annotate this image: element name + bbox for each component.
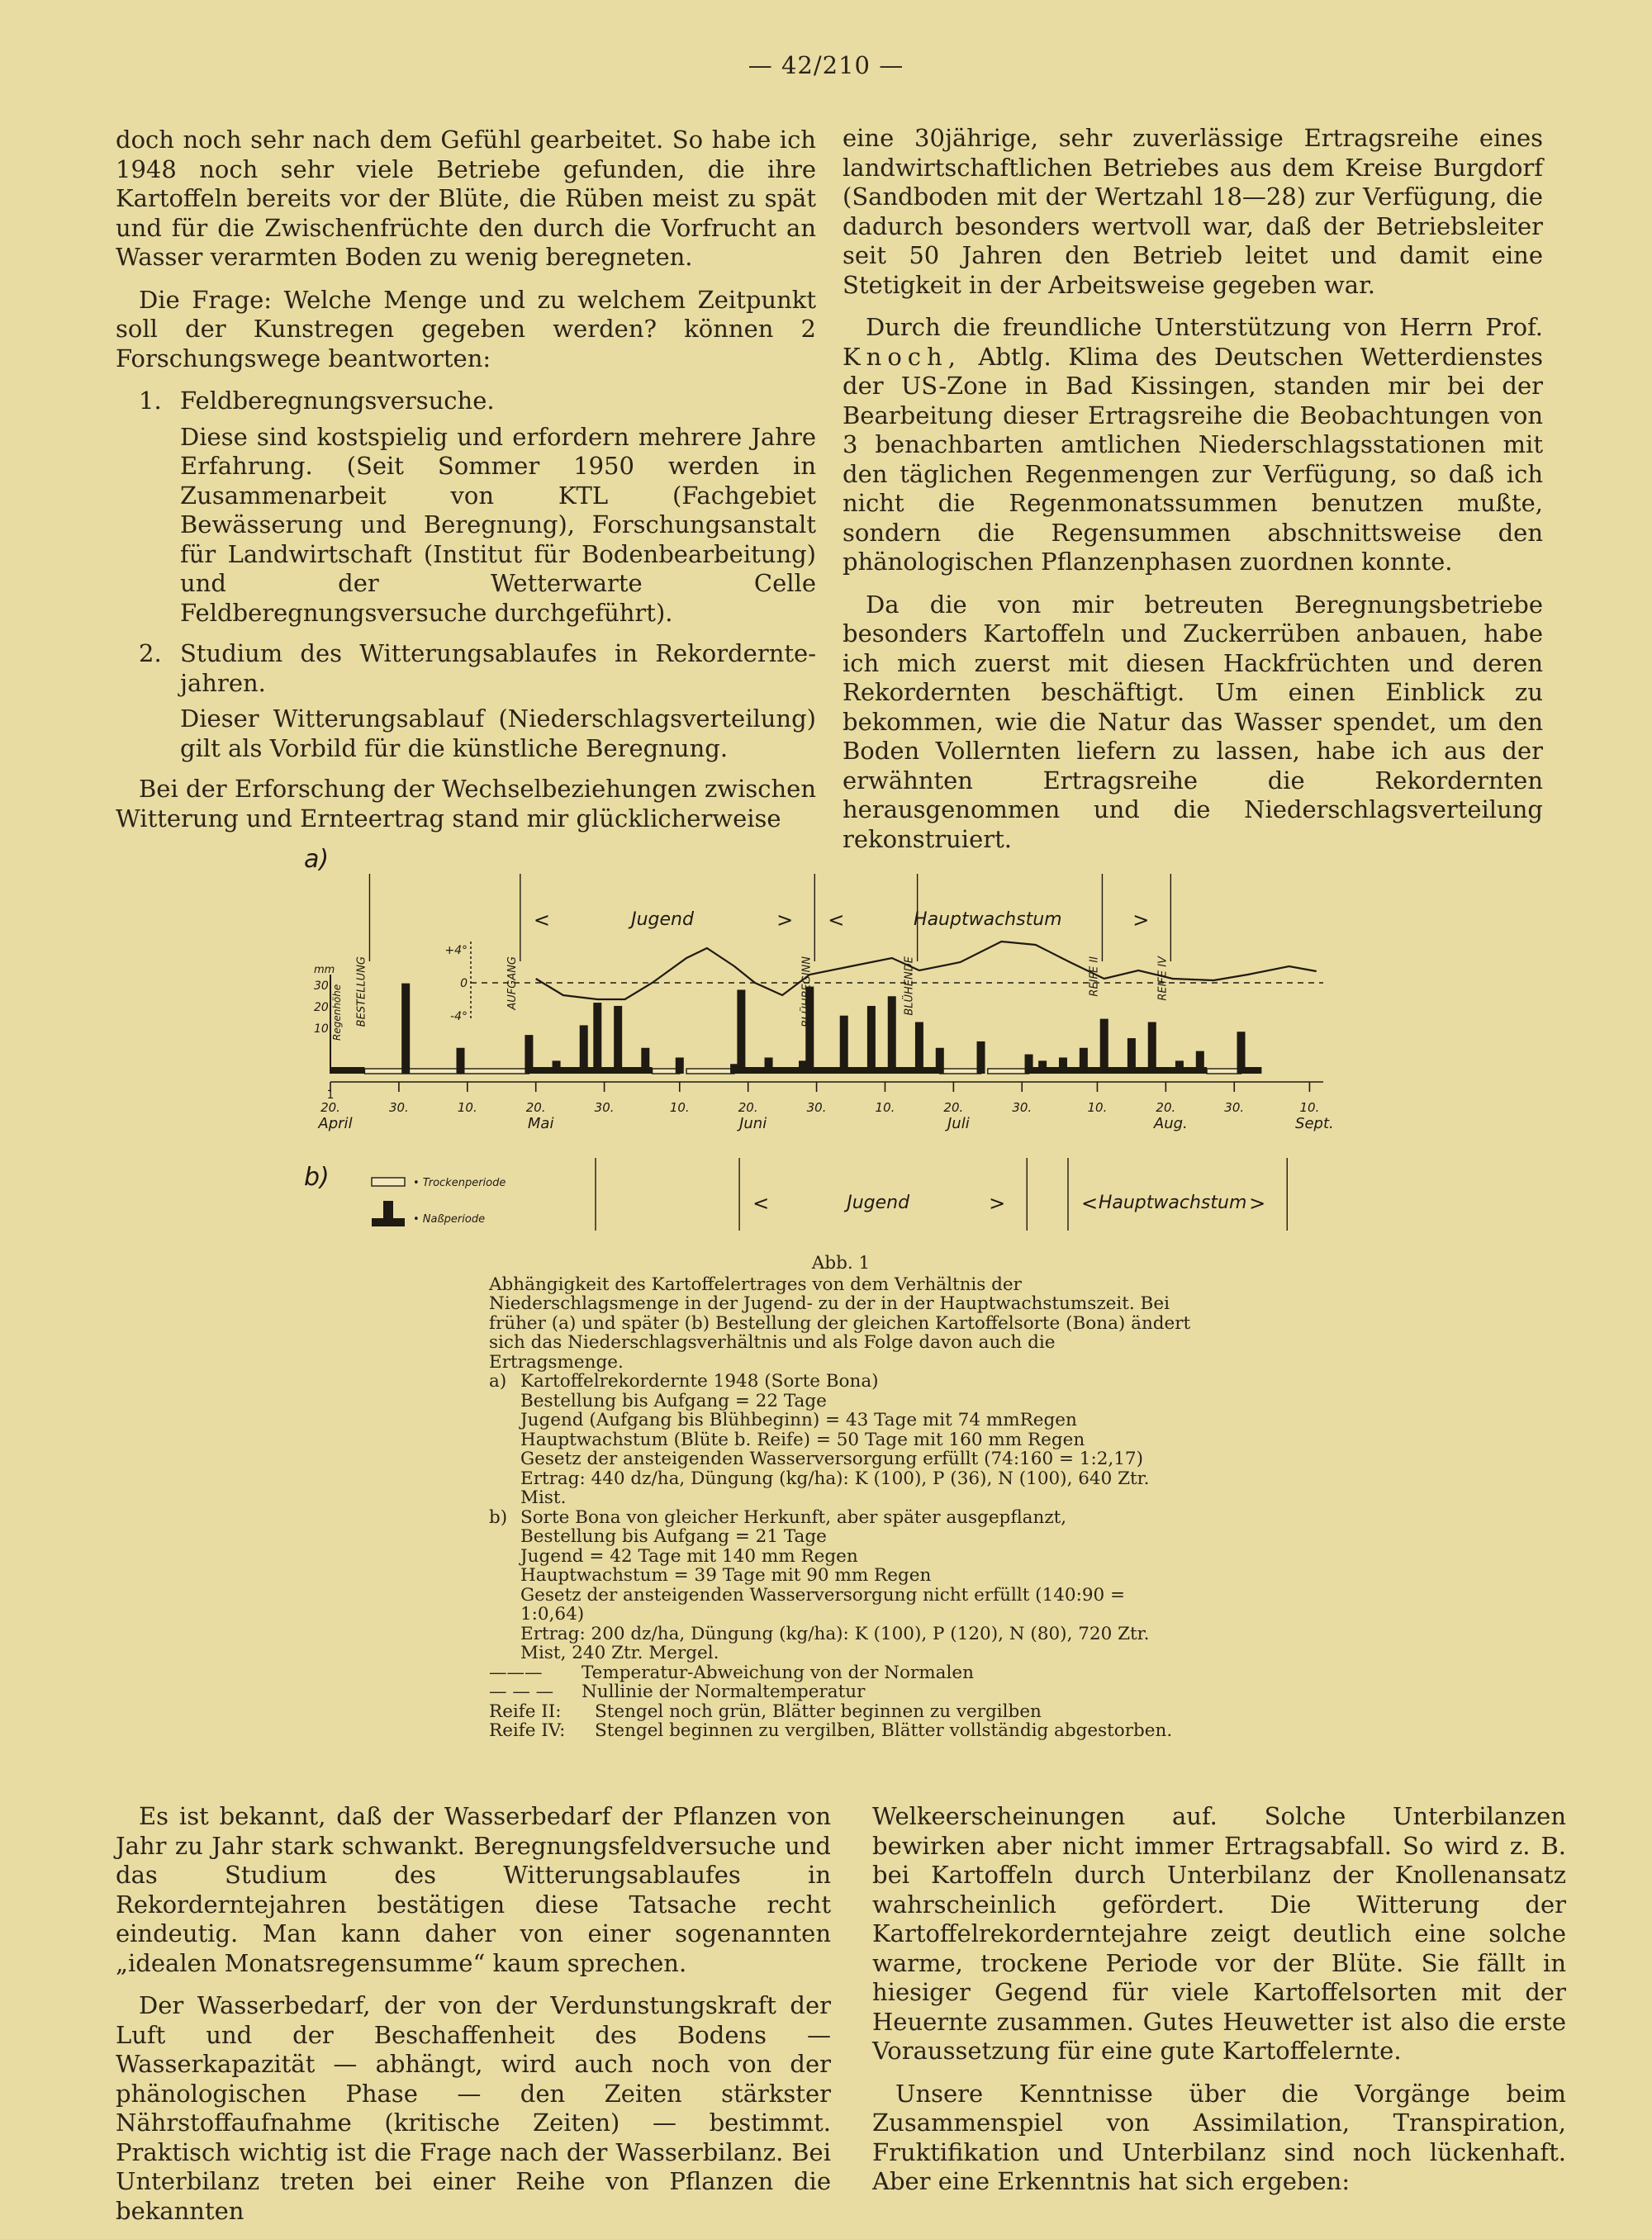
caption-case-b — [489, 1508, 1193, 1528]
rain-bar — [593, 1003, 601, 1074]
dry-period-bar — [940, 1069, 981, 1074]
x-tick-index: 1 — [326, 1089, 335, 1102]
panel-b-label: b) — [304, 1163, 330, 1192]
caption-title: Abb. 1 — [811, 1253, 871, 1274]
rain-bar — [765, 1057, 773, 1074]
reife-text: Stengel beginnen zu vergilben, Blätter vollständig abgestorben. — [595, 1720, 1173, 1741]
dry-period-bar — [686, 1069, 734, 1074]
paragraph: Bei der Erforschung der Wechselbeziehungen zwischen Witterung und Ernteertrag stand mir glücklicherweise — [116, 775, 816, 833]
caption-line: Hauptwachstum = 39 Tage mit 90 mm Regen — [520, 1565, 932, 1586]
period-close-bracket: > — [1132, 908, 1150, 932]
legend-symbol: ——— — [489, 1662, 543, 1683]
rain-bar — [1127, 1038, 1136, 1074]
rain-bar — [867, 1006, 876, 1074]
rain-bar — [614, 1006, 622, 1074]
list-item — [116, 387, 816, 628]
y-unit: mm — [314, 964, 335, 976]
caption-line: Jugend (Aufgang bis Blühbeginn) = 43 Tage mit 74 mmRegen — [520, 1410, 1077, 1430]
phase-label: BESTELLUNG — [355, 956, 368, 1027]
list-number: 2. — [139, 639, 162, 667]
paragraph: Unsere Kenntnisse über die Vorgänge beim Zusammenspiel von Assimilation, Transpiration, Fruktifikation und Unterbilanz sind noch lückenhaft. Aber eine Erkenntnis hat sich ergeben: — [872, 2079, 1566, 2195]
temp-axis-label: -4° — [450, 1010, 468, 1023]
legend-wet-label: • Naßperiode — [413, 1213, 486, 1226]
x-month-label: Juli — [947, 1115, 970, 1132]
figure-chart — [297, 834, 1355, 1231]
dry-period-bar — [364, 1069, 406, 1074]
right-column — [843, 124, 1543, 867]
rain-bar — [888, 996, 896, 1074]
dry-period-bar — [406, 1069, 460, 1074]
period-label: Jugend — [631, 909, 694, 930]
paragraph: eine 30jährige, sehr zuverlässige Ertragsreihe eines landwirtschaftlichen Betriebes aus dem Kreise Burgdorf (Sandboden mit der Wertzahl 18—28) zur Verfügung, die dadurch besonders wertvoll war, daß der Betriebsleiter seit 50 Jahren den Betrieb leitet und damit eine Stetigkeit in der Arbeitsweise gegeben war. — [843, 124, 1543, 299]
paragraph: Der Wasserbedarf, der von der Verdunstungskraft der Luft und der Beschaffenheit des Bodens — Wasserkapazität — abhängt, wird auch noch von der phänologischen Phase — den Zeiten stärkster Nährstoffaufnahme (kritische Zeiten) — bestimmt. Praktisch wichtig ist die Frage nach der Wasserbilanz. Bei Unterbilanz treten bei einer Reihe von Pflanzen die bekannten — [116, 1991, 831, 2225]
x-tick-label: 10. — [1299, 1100, 1320, 1115]
phase-label: BLÜHBEGINN — [800, 956, 814, 1027]
rain-bar — [1237, 1032, 1246, 1074]
rain-bar — [525, 1035, 533, 1074]
caption-intro: Abhängigkeit des Kartoffelertrages von dem Verhältnis der Niederschlagsmenge in der Jugend- zu der in der Hauptwachstumszeit. Bei früher (a) und später (b) Bestellung der gleichen Kartoffelsorte (Bona) ändert sich das Niederschlagsverhältnis und als Folge davon auch die Ertragsmenge. — [489, 1274, 1191, 1373]
x-month-label: Aug. — [1153, 1115, 1188, 1132]
caption-case-a — [489, 1372, 1193, 1392]
dry-period-bar — [461, 1069, 529, 1074]
list-heading: Feldberegnungsversuche. — [180, 387, 495, 415]
x-tick-label: 10. — [1087, 1100, 1108, 1115]
x-tick-label: 10. — [875, 1100, 895, 1115]
rain-bar — [641, 1048, 649, 1074]
text-run: Durch die freundliche Unterstützung von Herrn Prof. — [866, 313, 1543, 341]
x-tick-label: 30. — [1224, 1100, 1245, 1115]
legend-line — [489, 1663, 1193, 1683]
dry-period-bar — [1207, 1069, 1241, 1074]
bottom-left-column — [116, 1802, 831, 2239]
list-text: Dieser Witterungsablauf (Niederschlagsverteilung) gilt als Vorbild für die künstliche Beregnung. — [180, 704, 816, 762]
rain-bar — [457, 1048, 465, 1074]
x-tick-label: 30. — [1012, 1100, 1032, 1115]
page-number: — 42/210 — — [748, 51, 904, 79]
caption-line: Gesetz der ansteigenden Wasserversorgung nicht erfüllt (140:90 = 1:0,64) — [520, 1584, 1126, 1625]
x-tick-label: 20. — [320, 1100, 340, 1115]
x-tick-label: 30. — [388, 1100, 409, 1115]
paragraph: Da die von mir betreuten Beregnungsbetriebe besonders Kartoffeln und Zuckerrüben anbauen, habe ich mich zuerst mit diesen Hackfrüchten und deren Rekordernten beschäftigt. Um einen Einblick zu bekommen, wie die Natur das Wasser spendet, um den Boden Vollernten liefern zu lassen, habe ich aus der erwähnten Ertragsreihe die Rekordernten herausgenommen und die Niederschlagsverteilung rekonstruiert. — [843, 590, 1543, 853]
paragraph: Es ist bekannt, daß der Wasserbedarf der Pflanzen von Jahr zu Jahr stark schwankt. Beregnungsfeldversuche und das Studium des Witterungsablaufes in Rekorderntejahren bestätigen diese Tatsache recht eindeutig. Man kann daher von einer sogenannten „idealen Monatsregensumme“ kaum sprechen. — [116, 1802, 831, 1977]
y-axis-label: Regenhöhe — [331, 984, 343, 1041]
caption-line: Ertrag: 440 dz/ha, Düngung (kg/ha): K (100), P (36), N (100), 640 Ztr. Mist. — [520, 1468, 1150, 1508]
period-open-bracket: < — [752, 1192, 770, 1215]
y-tick-label: 10 — [314, 1022, 329, 1036]
wet-period-bar — [330, 1067, 364, 1074]
period-close-bracket: > — [989, 1192, 1006, 1215]
rain-bar — [1148, 1022, 1156, 1074]
period-open-bracket: < — [533, 908, 550, 932]
rain-bar — [977, 1041, 985, 1074]
x-tick-label: 10. — [457, 1100, 477, 1115]
rain-bar — [1038, 1060, 1047, 1074]
x-month-label: Juni — [739, 1115, 767, 1132]
caption-line: Hauptwachstum (Blüte b. Reife) = 50 Tage mit 160 mm Regen — [520, 1429, 1085, 1450]
rain-bar — [1080, 1048, 1088, 1074]
reife-definition — [489, 1702, 1193, 1722]
reife-text: Stengel noch grün, Blätter beginnen zu vergilben — [595, 1701, 1042, 1722]
bottom-right-column — [872, 1802, 1566, 2210]
period-label: Jugend — [847, 1193, 910, 1213]
legend-dry-label: • Trockenperiode — [413, 1177, 506, 1189]
phase-label: REIFE IV — [1156, 956, 1170, 1001]
left-column — [116, 126, 816, 847]
rain-bar — [1059, 1057, 1067, 1074]
phase-label: AUFGANG — [506, 956, 519, 1010]
list-text: Diese sind kostspielig und erfordern mehrere Jahre Erfahrung. (Seit Sommer 1950 werden in Zusammenarbeit von KTL (Fachgebiet Bewässerung und Beregnung), Forschungsanstalt für Landwirtschaft (Institut für Bodenbearbeitung) und der Wetterwarte Celle Feldberegnungsversuche durchgeführt). — [180, 422, 816, 627]
rain-bar — [840, 1016, 848, 1074]
period-open-bracket: < — [1080, 1192, 1099, 1215]
reife-definition — [489, 1721, 1193, 1741]
period-close-bracket: > — [1249, 1192, 1266, 1215]
text-run: Abtlg. Klima des Deutschen Wetterdienstes der US-Zone in Bad Kissingen, standen mir bei der Bearbeitung dieser Ertragsreihe die Beobachtungen von 3 benachbarten amtlichen Niederschlagsstationen mit den täglichen Regenmengen zur Verfügung, so daß ich nicht die Regenmonatssummen benutzen mußte, sondern die Regensummen abschnittsweise den phänologischen Pflanzenphasen zuordnen konnte. — [843, 342, 1543, 576]
rain-bar — [737, 989, 745, 1074]
x-tick-label: 20. — [943, 1100, 964, 1115]
temp-axis-label: 0 — [460, 977, 468, 990]
rain-bar — [936, 1048, 944, 1074]
rain-bar — [1100, 1019, 1108, 1074]
temperature-deviation-line — [536, 942, 1317, 999]
reife-key: Reife IV: — [489, 1720, 566, 1741]
x-tick-label: 30. — [594, 1100, 615, 1115]
legend-dry-swatch — [372, 1178, 405, 1186]
author-name: Knoch, — [843, 342, 961, 371]
rain-bar — [580, 1025, 588, 1074]
caption-line: Gesetz der ansteigenden Wasserversorgung erfüllt (74:160 = 1:2,17) — [520, 1449, 1143, 1469]
wet-period-bar — [529, 1067, 652, 1074]
caption-line: Bestellung bis Aufgang = 22 Tage — [520, 1390, 827, 1411]
period-open-bracket: < — [828, 908, 845, 932]
case-label: a) — [489, 1371, 507, 1392]
y-tick-label: 30 — [314, 980, 329, 993]
legend-wet-swatch-bar — [383, 1201, 393, 1219]
rain-bar — [915, 1022, 923, 1074]
case-title: Sorte Bona von gleicher Herkunft, aber später ausgepflanzt, — [520, 1506, 1067, 1528]
case-label: b) — [489, 1506, 508, 1528]
dry-period-bar — [988, 1069, 1029, 1074]
list-item — [116, 639, 816, 763]
panel-a-label: a) — [304, 845, 330, 874]
x-tick-label: 10. — [669, 1100, 690, 1115]
x-tick-label: 30. — [806, 1100, 827, 1115]
rain-bar — [1175, 1060, 1184, 1074]
paragraph: Die Frage: Welche Menge und zu welchem Zeitpunkt soll der Kunstregen gegeben werden? können 2 Forschungswege beantworten: — [116, 285, 816, 372]
temp-axis-label: +4° — [444, 944, 468, 957]
rain-bar — [1196, 1051, 1204, 1074]
phase-label: REIFE II — [1088, 956, 1101, 997]
paragraph: doch noch sehr nach dem Gefühl gearbeitet. So habe ich 1948 noch sehr viele Betriebe gefunden, die ihre Kartoffeln bereits vor der Blüte, die Rüben meist zu spät und für die Zwischenfrüchte den durch die Vorfrucht an Wasser verarmten Boden zu wenig beregneten. — [116, 126, 816, 271]
x-month-label: April — [318, 1115, 353, 1132]
case-title: Kartoffelrekordernte 1948 (Sorte Bona) — [520, 1371, 879, 1392]
paragraph — [843, 313, 1543, 577]
legend-line — [489, 1682, 1193, 1702]
x-tick-label: 20. — [525, 1100, 546, 1115]
y-tick-label: 20 — [314, 1001, 329, 1014]
rain-bar — [553, 1060, 561, 1074]
caption-line: Bestellung bis Aufgang = 21 Tage — [520, 1526, 827, 1547]
paragraph: Welkeerscheinungen auf. Solche Unterbilanzen bewirken aber nicht immer Ertragsabfall. So wird z. B. bei Kartoffeln durch Unterbilanz der Knollenansatz wahrscheinlich gefördert. Die Witterung der Kartoffelrekorderntejahre zeigt deutlich eine solche warme, trockene Periode vor der Blüte. Sie fällt in hiesiger Gegend für viele Kartoffelsorten mit der Heuernte zusammen. Gutes Heuwetter ist also die erste Voraussetzung für eine gute Kartoffelernte. — [872, 1802, 1566, 2065]
phase-label: BLÜHENDE — [903, 956, 916, 1016]
period-label: Hauptwachstum — [914, 909, 1062, 930]
legend-wet-swatch — [372, 1218, 405, 1226]
caption-line: Ertrag: 200 dz/ha, Düngung (kg/ha): K (100), P (120), N (80), 720 Ztr. Mist, 240 Ztr. Mergel. — [520, 1623, 1150, 1663]
caption-line: Jugend = 42 Tage mit 140 mm Regen — [520, 1545, 858, 1567]
list-heading: Studium des Witterungsablaufes in Rekorderntejahren. — [180, 639, 816, 697]
figure-caption — [489, 1254, 1193, 1741]
x-month-label: Sept. — [1295, 1115, 1334, 1132]
list-number: 1. — [139, 387, 162, 415]
legend-text: Nullinie der Normaltemperatur — [582, 1682, 866, 1702]
rain-bar — [401, 984, 410, 1074]
x-month-label: Mai — [527, 1115, 554, 1132]
x-tick-label: 20. — [738, 1100, 758, 1115]
period-close-bracket: > — [776, 908, 794, 932]
period-label: Hauptwachstum — [1098, 1193, 1247, 1213]
reife-key: Reife II: — [489, 1701, 562, 1722]
rain-bar — [1025, 1055, 1033, 1074]
x-tick-label: 20. — [1156, 1100, 1176, 1115]
legend-symbol: — — — — [489, 1682, 554, 1702]
legend-text: Temperatur-Abweichung von der Normalen — [582, 1662, 974, 1683]
rain-bar — [676, 1057, 684, 1074]
